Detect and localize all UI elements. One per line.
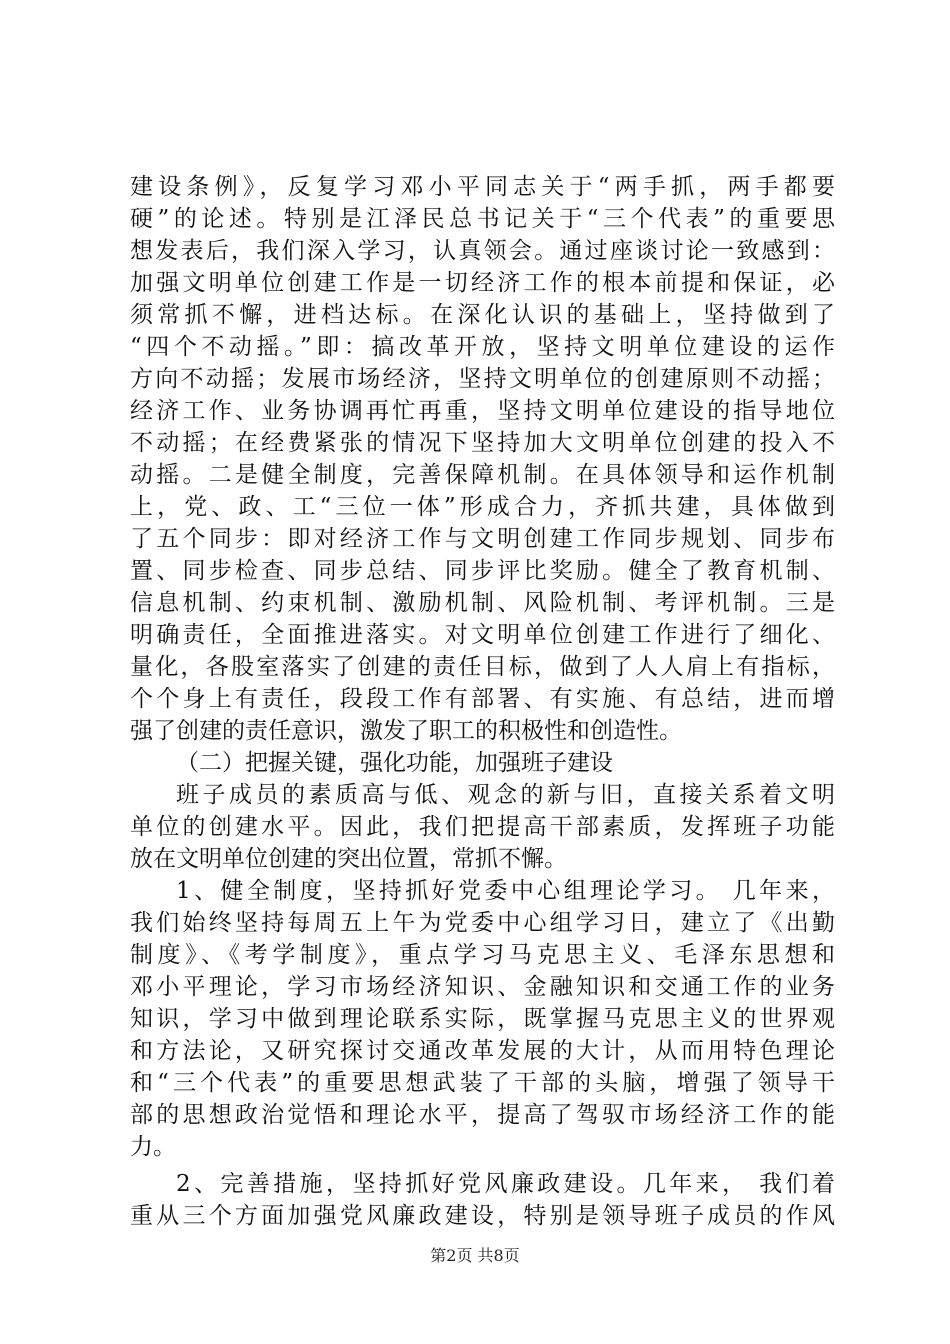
text-line: 明确责任，全面推进落实。对文明单位创建工作进行了细化、 xyxy=(130,622,835,648)
text-line: 2、完善措施，坚持抓好党风廉政建设。几年来， 我们着 xyxy=(176,1171,835,1197)
text-line: 硬”的论述。特别是江泽民总书记关于“三个代表”的重要思 xyxy=(130,206,835,232)
text-line: 加强文明单位创建工作是一切经济工作的根本前提和保证，必 xyxy=(130,270,835,296)
text-line: 放在文明单位创建的突出位置，常抓不懈。 xyxy=(130,846,567,872)
text-line: 动摇。二是健全制度，完善保障机制。在具体领导和运作机制 xyxy=(130,462,835,488)
text-line: 方向不动摇；发展市场经济，坚持文明单位的创建原则不动摇； xyxy=(130,366,835,392)
text-line: 和方法论，又研究探讨交通改革发展的大计，从而用特色理论 xyxy=(130,1038,835,1064)
text-line: 1、健全制度，坚持抓好党委中心组理论学习。 几年来， xyxy=(176,878,835,904)
document-body xyxy=(130,171,835,1232)
text-line: 重从三个方面加强党风廉政建设，特别是领导班子成员的作风 xyxy=(130,1203,835,1229)
text-line: 制度》、《考学制度》，重点学习马克思主义、毛泽东思想和 xyxy=(130,942,835,968)
text-line: 建设条例》，反复学习邓小平同志关于“两手抓，两手都要 xyxy=(130,174,835,200)
text-line: 置、同步检查、同步总结、同步评比奖励。健全了教育机制、 xyxy=(130,558,835,584)
text-line: 邓小平理论，学习市场经济知识、金融知识和交通工作的业务 xyxy=(130,974,835,1000)
text-line: 信息机制、约束机制、激励机制、风险机制、考评机制。三是 xyxy=(130,590,835,616)
text-line: 想发表后，我们深入学习，认真领会。通过座谈讨论一致感到： xyxy=(130,238,835,264)
text-line: 量化，各股室落实了创建的责任目标，做到了人人肩上有指标， xyxy=(130,654,835,680)
text-line: 和“三个代表”的重要思想武装了干部的头脑，增强了领导干 xyxy=(130,1070,835,1096)
text-line: 须常抓不懈，进档达标。在深化认识的基础上，坚持做到了 xyxy=(130,302,835,328)
text-line: “四个不动摇。”即：搞改革开放，坚持文明单位建设的运作 xyxy=(130,334,835,360)
text-line: 经济工作、业务协调再忙再重，坚持文明单位建设的指导地位 xyxy=(130,398,835,424)
text-line: 力。 xyxy=(130,1134,176,1160)
text-line: 个个身上有责任，段段工作有部署、有实施、有总结，进而增 xyxy=(130,686,835,712)
text-line: 班子成员的素质高与低、观念的新与旧，直接关系着文明 xyxy=(176,782,835,808)
text-line: 我们始终坚持每周五上午为党委中心组学习日，建立了《出勤 xyxy=(130,910,835,936)
section-heading: （二）把握关键，强化功能，加强班子建设 xyxy=(176,750,613,776)
text-line: 了五个同步：即对经济工作与文明创建工作同步规划、同步布 xyxy=(130,526,835,552)
text-line: 部的思想政治觉悟和理论水平，提高了驾驭市场经济工作的能 xyxy=(130,1102,835,1128)
text-line: 知识，学习中做到理论联系实际，既掌握马克思主义的世界观 xyxy=(130,1006,835,1032)
text-line: 强了创建的责任意识，激发了职工的积极性和创造性。 xyxy=(130,718,682,744)
page-number-footer: 第2页 共8页 xyxy=(430,1246,520,1265)
text-line: 单位的创建水平。因此，我们把提高干部素质，发挥班子功能 xyxy=(130,814,835,840)
text-line: 不动摇；在经费紧张的情况下坚持加大文明单位创建的投入不 xyxy=(130,430,835,456)
text-line: 上，党、政、工“三位一体”形成合力，齐抓共建，具体做到 xyxy=(130,494,835,520)
